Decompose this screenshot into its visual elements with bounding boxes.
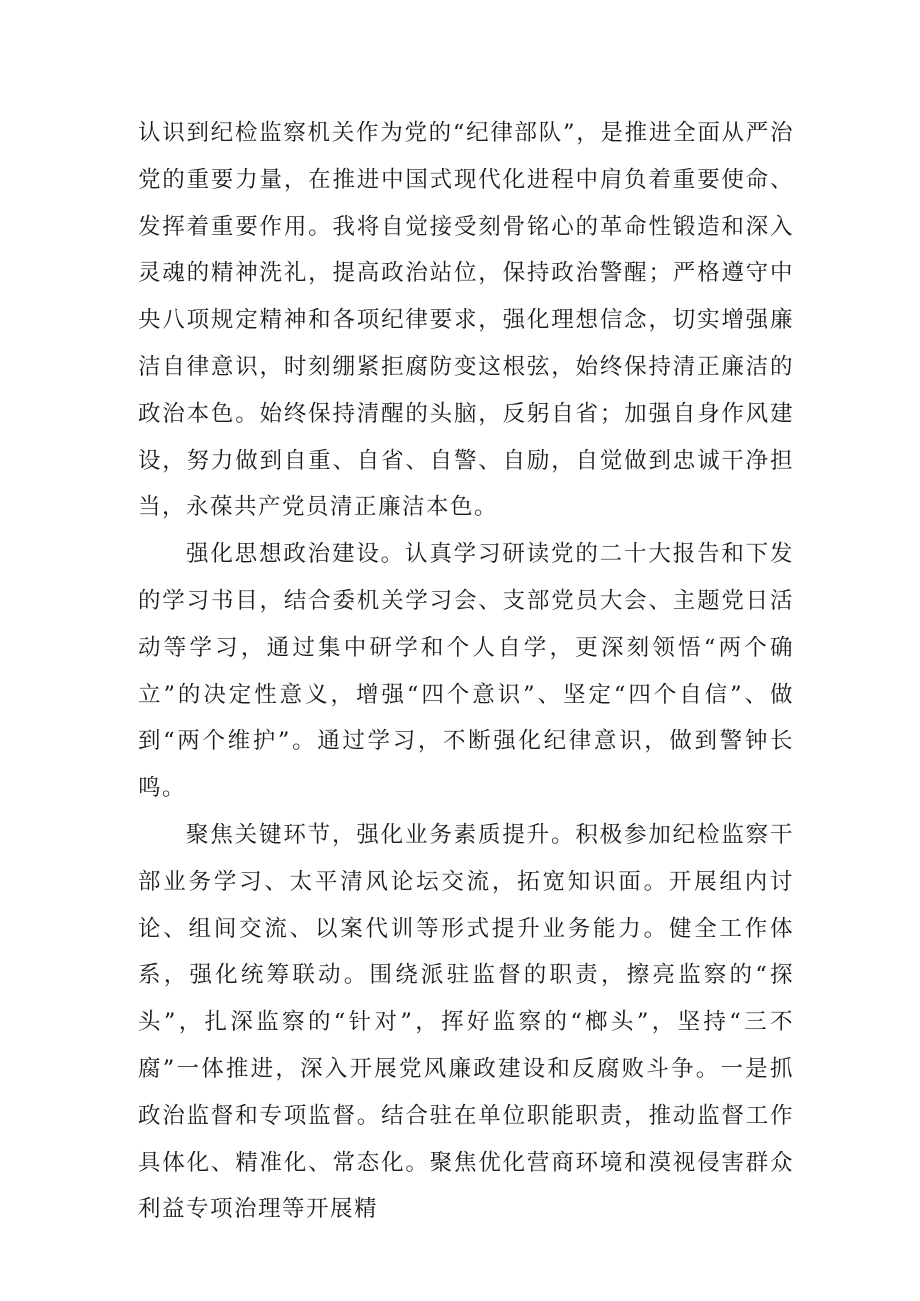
document-body <box>138 110 794 1233</box>
paragraph-2: 强化思想政治建设。认真学习研读党的二十大报告和下发的学习书目，结合委机关学习会、支部党员大会、主题党日活动等学习，通过集中研学和个人自学，更深刻领悟“两个确立”的决定性意义，增强“四个意识”、坚定“四个自信”、做到“两个维护”。通过学习，不断强化纪律意识，做到警钟长鸣。 <box>138 541 794 802</box>
paragraph-3: 聚焦关键环节，强化业务素质提升。积极参加纪检监察干部业务学习、太平清风论坛交流，拓宽知识面。开展组内讨论、组间交流、以案代训等形式提升业务能力。健全工作体系，强化统筹联动。围绕派驻监督的职责，擦亮监察的“探头”，扎深监察的“针对”，挥好监察的“榔头”，坚持“三不腐”一体推进，深入开展党风廉政建设和反腐败斗争。一是抓政治监督和专项监督。结合驻在单位职能职责，推动监督工作具体化、精准化、常态化。聚焦优化营商环境和漠视侵害群众利益专项治理等开展精 <box>138 821 794 1223</box>
paragraph-1: 认识到纪检监察机关作为党的“纪律部队”，是推进全面从严治党的重要力量，在推进中国式现代化进程中肩负着重要使命、发挥着重要作用。我将自觉接受刻骨铭心的革命性锻造和深入灵魂的精神洗礼，提高政治站位，保持政治警醒；严格遵守中央八项规定精神和各项纪律要求，强化理想信念，切实增强廉洁自律意识，时刻绷紧拒腐防变这根弦，始终保持清正廉洁的政治本色。始终保持清醒的头脑，反躬自省；加强自身作风建设，努力做到自重、自省、自警、自励，自觉做到忠诚干净担当，永葆共产党员清正廉洁本色。 <box>138 120 794 521</box>
